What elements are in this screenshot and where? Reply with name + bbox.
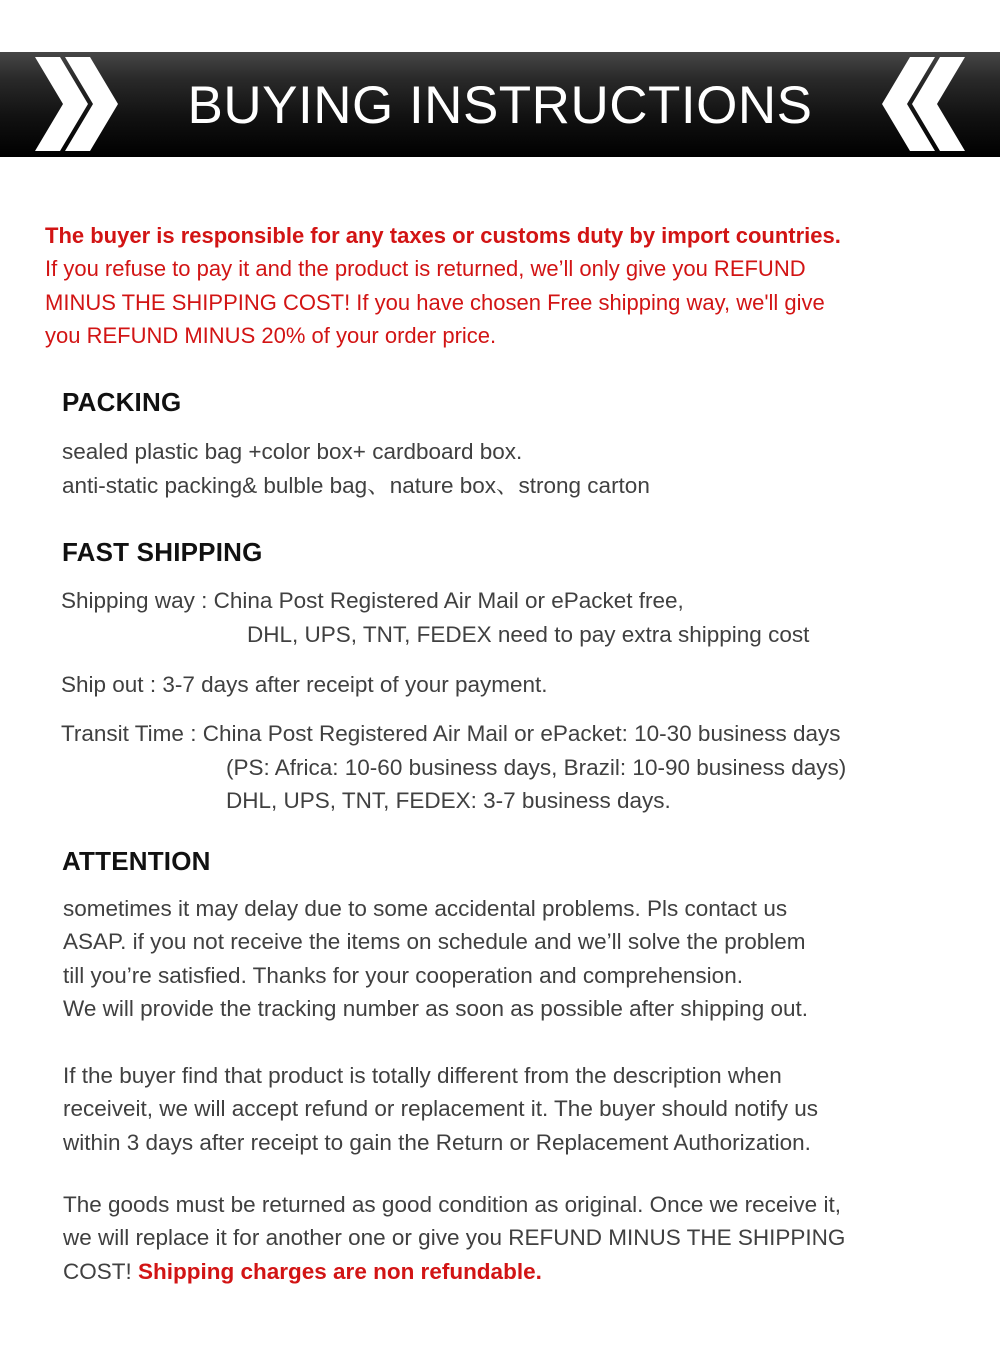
attention-paragraph [63,892,963,1025]
notice-line: you REFUND MINUS 20% of your order price. [45,322,497,348]
paragraph-line [63,1255,963,1288]
non-refundable-note: Shipping charges are non refundable. [138,1258,542,1284]
paragraph-line: If the buyer find that product is totally different from the description when [63,1063,782,1088]
shipping-way: Shipping way : China Post Registered Air Mail or ePacket free, [61,588,684,613]
paragraph-line: receiveit, we will accept refund or replacement it. The buyer should notify us [63,1096,818,1122]
shipping-way-continued: DHL, UPS, TNT, FEDEX need to pay extra shipping cost [247,622,810,647]
packing-line: sealed plastic bag +color box+ cardboard box. [62,439,523,464]
ship-out: Ship out : 3-7 days after receipt of your payment. [61,672,548,697]
packing-heading: PACKING [62,387,182,417]
transit-time-continued: DHL, UPS, TNT, FEDEX: 3-7 business days. [226,788,671,813]
notice-line: MINUS THE SHIPPING COST! If you have chosen Free shipping way, we'll give [45,289,825,315]
paragraph-line: till you’re satisfied. Thanks for your cooperation and comprehension. [63,962,743,988]
attention-heading: ATTENTION [62,846,211,876]
customs-notice [45,219,975,352]
double-chevron-left-icon [878,52,968,157]
header-banner [0,52,1000,157]
paragraph-line: The goods must be returned as good condition as original. Once we receive it, [63,1192,841,1217]
notice-bold-line: The buyer is responsible for any taxes or customs duty by import countries. [45,223,841,248]
paragraph-line: we will replace it for another one or give you REFUND MINUS THE SHIPPING [63,1225,846,1251]
transit-time: Transit Time : China Post Registered Air Mail or ePacket: 10-30 business days [61,721,841,746]
refund-paragraph [63,1059,963,1159]
paragraph-line: We will provide the tracking number as soon as possible after shipping out. [63,995,808,1021]
paragraph-text: COST! [63,1258,139,1284]
paragraph-line: sometimes it may delay due to some accidental problems. Pls contact us [63,896,788,921]
page-title: BUYING INSTRUCTIONS [187,76,813,135]
notice-line: If you refuse to pay it and the product is returned, we’ll only give you REFUND [45,256,806,282]
return-paragraph [63,1188,963,1288]
shipping-heading: FAST SHIPPING [62,537,263,567]
transit-time-continued: (PS: Africa: 10-60 business days, Brazil: 10-90 business days) [226,755,847,780]
paragraph-line: within 3 days after receipt to gain the Return or Replacement Authorization. [63,1129,811,1155]
packing-line: anti-static packing& bulble bag、nature box、strong carton [62,473,650,498]
paragraph-line: ASAP. if you not receive the items on schedule and we’ll solve the problem [63,929,806,955]
